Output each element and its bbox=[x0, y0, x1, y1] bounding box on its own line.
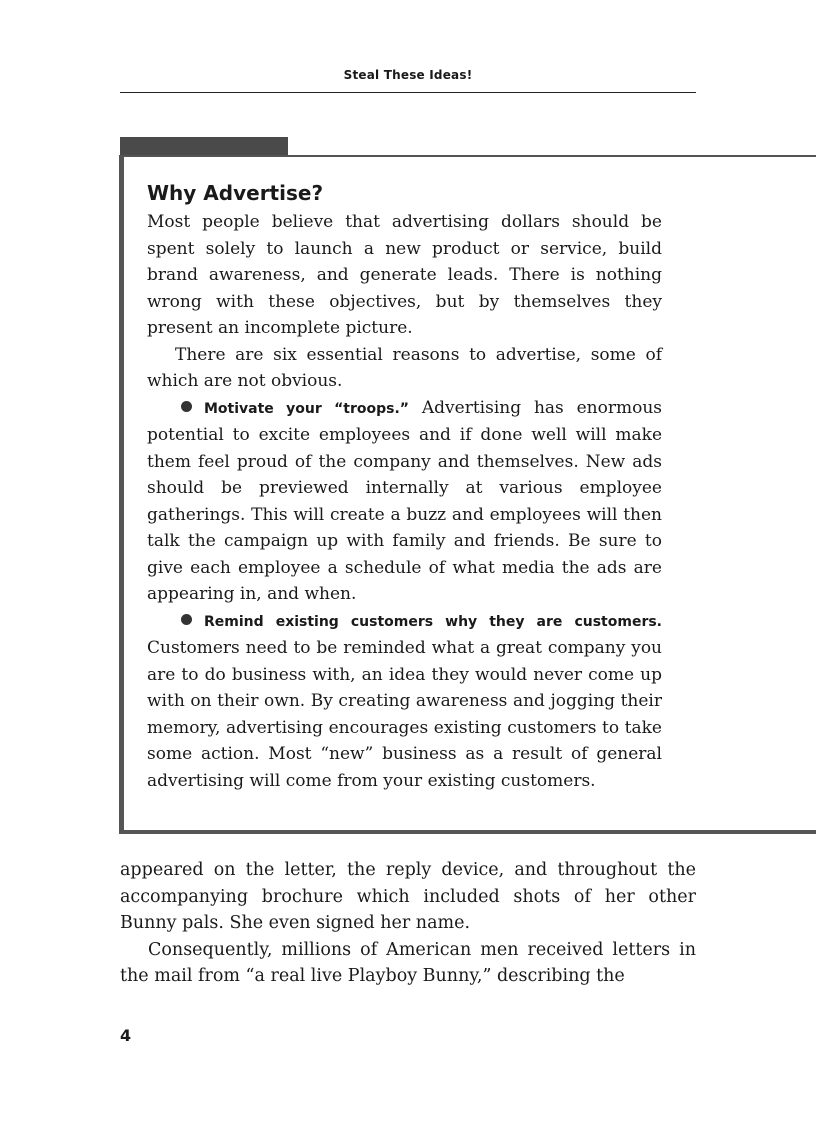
bullet-item bbox=[147, 395, 662, 608]
sidebar-intro-2: There are six essential reasons to advertise, some of which are not obvious. bbox=[147, 344, 662, 391]
page-number: 4 bbox=[120, 1026, 132, 1045]
body-paragraph: appeared on the letter, the reply device, and throughout the accompanying brochure which included shots of her other Bunny pals. She even signed her name. bbox=[120, 860, 696, 933]
bullet-icon bbox=[181, 614, 192, 625]
bullet-icon bbox=[181, 401, 192, 412]
body-text bbox=[120, 857, 696, 990]
sidebar-content bbox=[147, 180, 662, 794]
body-paragraph: Consequently, millions of American men received letters in the mail from “a real live Playboy Bunny,” describing the bbox=[120, 939, 696, 986]
bullet-text: Customers need to be reminded what a great company you are to do business with, an idea they would never come up with on their own. By creating awareness and jogging their memory, advertising encourages existing customers to take some action. Most “new” business as a result of general advertising will come from your existing customers. bbox=[147, 638, 662, 791]
bullet-item bbox=[147, 608, 662, 795]
bullet-lead: Remind existing customers why they are customers. bbox=[204, 613, 662, 630]
running-header: Steal These Ideas! bbox=[343, 68, 473, 82]
header-rule bbox=[120, 92, 696, 93]
bullet-text: Advertising has enormous potential to excite employees and if done well will make them feel proud of the company and themselves. New ads should be previewed internally at various employee gatherings. This will create a buzz and employees will then talk the campaign up with family and friends. Be sure to give each employee a schedule of what media the ads are appearing in, and when. bbox=[147, 397, 663, 604]
sidebar-tab bbox=[120, 137, 288, 156]
sidebar-intro: Most people believe that advertising dollars should be spent solely to launch a new product or service, build brand awareness, and generate leads. There is nothing wrong with these objectives, but by themselves they present an incomplete picture. bbox=[147, 212, 662, 338]
sidebar-title: Why Advertise? bbox=[147, 181, 324, 205]
bullet-lead: Motivate your “troops.” bbox=[204, 400, 409, 417]
